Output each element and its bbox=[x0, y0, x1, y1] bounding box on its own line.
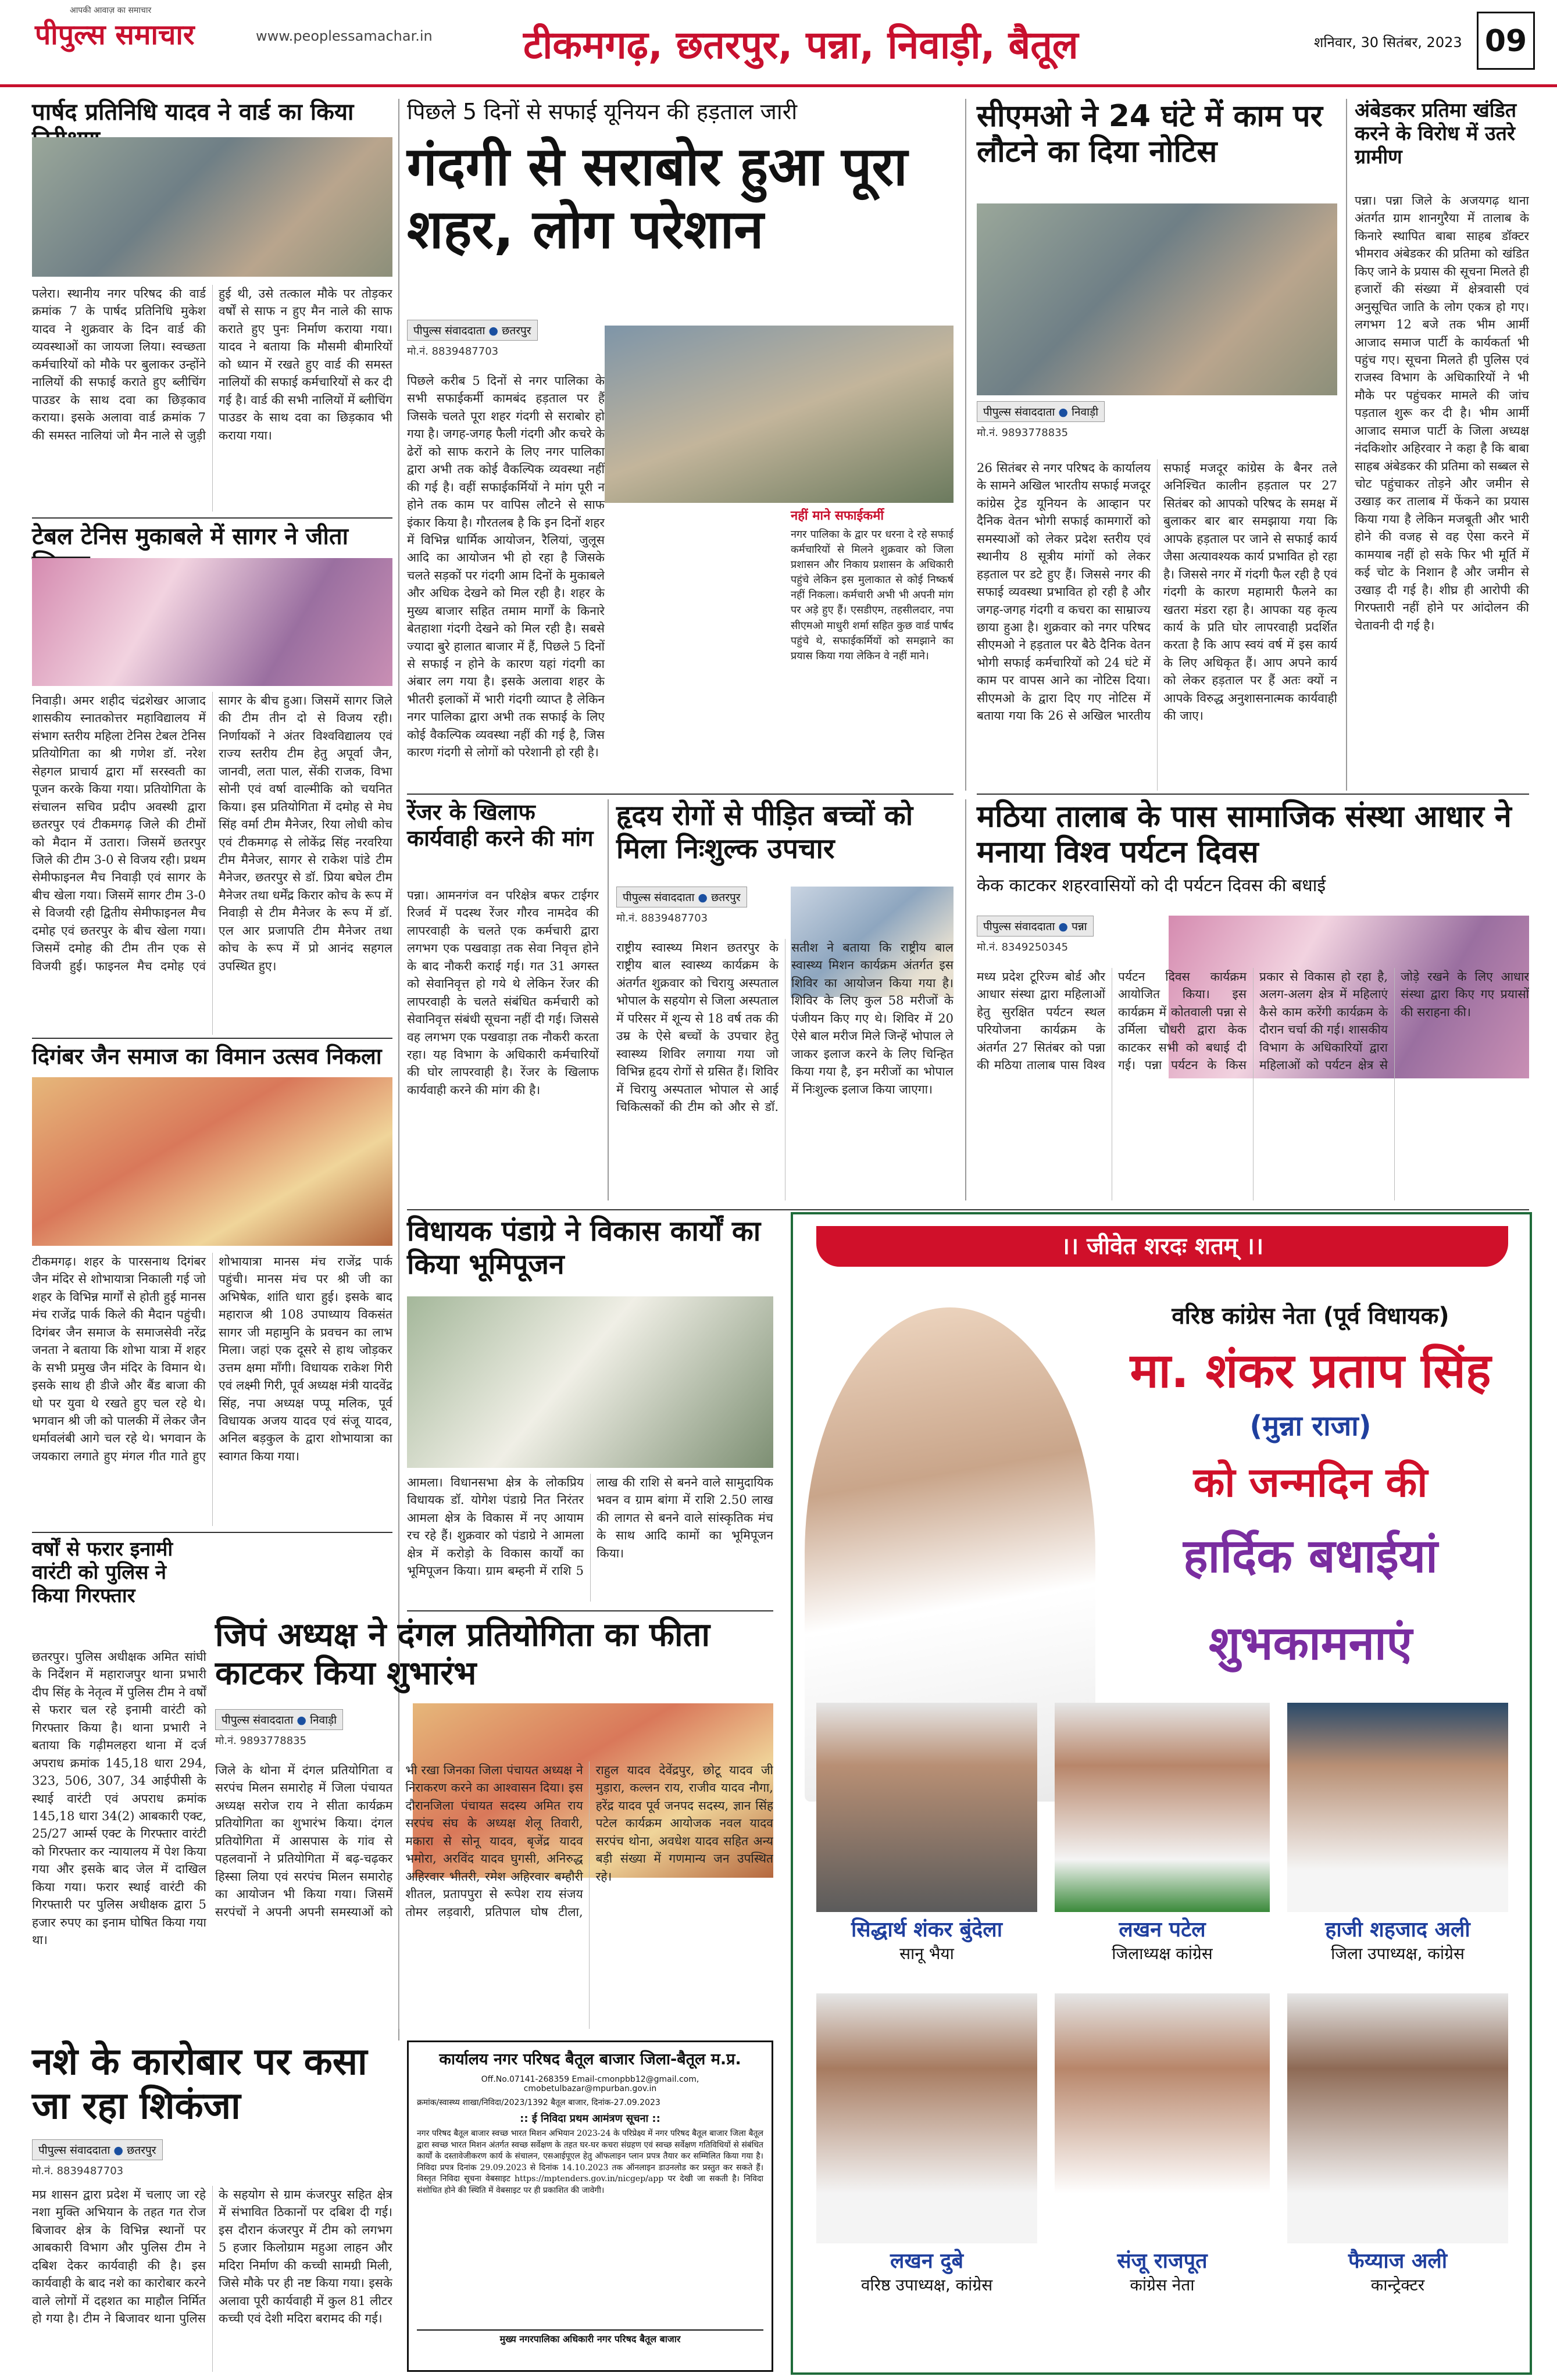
sidebar-body: नगर पालिका के द्वार पर धरना दे रहे सफाई कर्मचारियों से मिलने शुक्रवार को जिला प्रशासन और निकाय प्रशासन के अधिकारी पहुंचे लेकिन इस मुलाकात से कोई निष्कर्ष नहीं निकला। कर्मचारी अभी भी अपनी मांग पर अड़े हुए हैं। एसडीएम, तहसीलदार, नपा सीएमओ माधुरी शर्मा सहित कुछ वार्ड पार्षद पहुंचे थे, सफाईकर्मियों को समझाने का प्रयास किया गया लेकिन वे नहीं माने। bbox=[791, 528, 954, 662]
article-title: टेबल टेनिस मुकाबले में सागर ने जीता bbox=[32, 523, 348, 550]
article-ranger-action bbox=[407, 799, 605, 1206]
article-body: राष्ट्रीय स्वास्थ्य मिशन छतरपुर के राष्ट्रीय बाल स्वास्थ्य कार्यक्रम के अंतर्गत शुक्रवार को चिरायु अस्पताल भोपाल के सहयोग से जिला अस्पताल में परिसर में शून्य से 18 वर्ष तक की उम्र के ऐसे बच्चों के उपचार हेतु स्वास्थ्य शिविर लगाया गया जो विभिन्न हृदय रोगों से ग्रसित हैं। शिविर में चिरायु अस्पताल भोपाल से आई चिकित्सकों की टीम को और से डॉ. सतीश ने बताया कि राष्ट्रीय बाल स्वास्थ्य मिशन कार्यक्रम अंतर्गत इस शिविर का आयोजन किया गया है। शिविर के लिए कुल 58 मरीजों के पंजीयन किए गए थे। शिविर में 20 ऐसे बाल मरीज मिले जिन्हें भोपाल ले जाकर इलाज करने के लिए चिन्हित किया गया है, इन मरीजों का भोपाल में निःशुल्क इलाज किया जाएगा। bbox=[616, 941, 954, 1114]
tender-contact: Off.No.07141-268359 Email-cmonpbb12@gmail.com, cmobetulbazar@mpurban.gov.in bbox=[481, 2074, 699, 2093]
article-tourism-day bbox=[977, 799, 1529, 1206]
tender-heading: :: ई निविदा प्रथम आमंत्रण सूचना :: bbox=[520, 2112, 660, 2125]
ad-line-wishes: शुभकामनाएं bbox=[1209, 1616, 1412, 1670]
article-byline: पीपुल्स संवाददाता ● छतरपुर bbox=[616, 887, 747, 907]
article-photo bbox=[977, 203, 1337, 395]
ad-person-name: लखन पटेल bbox=[1119, 1918, 1206, 1942]
birthday-advertisement bbox=[791, 1212, 1532, 2375]
article-body: पन्ना। आमनगंज वन परिक्षेत्र बफर टाईगर रिजर्व में पदस्थ रेंजर गौरव नामदेव की लापरवाही के चलते एक कर्मचारी द्वारा लगभग एक पखवाड़ा तक सेवा निवृत्त होने के बाद नौकरी कराई गई। गत 31 अगस्त को सेवानिवृत्त हो गये थे लेकिन रेंजर की लापरवाही के चलते संबंधित कर्मचारी को सेवानिवृत्त संबंधी सूचना नहीं दी गई। जिससे वह लगभग एक पखवाड़ा तक नौकरी करता रहा। यह विभाग के अधिकारी कर्मचारियों की घोर लापरवाही है। रेंजर के खिलाफ कार्यवाही करने की मांग की है। bbox=[407, 888, 599, 1097]
article-title: वर्षों से फरार इनामी वारंटी को पुलिस ने किया गिरफ्तार bbox=[32, 1538, 173, 1608]
article-title: दिगंबर जैन समाज का विमान उत्सव निकला bbox=[32, 1044, 382, 1069]
article-title: जिपं अध्यक्ष ने दंगल प्रतियोगिता का फीता काटकर किया शुभारंभ bbox=[215, 1616, 710, 1693]
article-subtitle: केक काटकर शहरवासियों को दी पर्यटन दिवस की बधाई bbox=[977, 875, 1326, 896]
masthead-logo[interactable]: पीपुल्स समाचार bbox=[35, 19, 195, 51]
ad-person-card bbox=[816, 1993, 1037, 2307]
ad-line-birthday: को जन्मदिन की bbox=[1193, 1459, 1428, 1506]
article-byline: पीपुल्स संवाददाता ● निवाड़ी bbox=[977, 401, 1105, 422]
masthead-logo-tagline: आपकी आवाज़ का समाचार bbox=[70, 6, 152, 15]
article-warrant-arrest bbox=[32, 1538, 206, 2032]
avatar bbox=[1287, 1993, 1508, 2243]
ad-person-card bbox=[1055, 1703, 1270, 1970]
article-mobile: मो.नं. 8839487703 bbox=[32, 2165, 124, 2177]
article-dangal-inauguration bbox=[215, 1616, 773, 2035]
avatar bbox=[816, 1703, 1037, 1912]
article-byline: पीपुल्स संवाददाता ● छतरपुर bbox=[407, 320, 538, 341]
article-body: मप्र शासन द्वारा प्रदेश में चलाए जा रहे नशा मुक्ति अभियान के तहत गत रोज बिजावर क्षेत्र के विभिन्न स्थानों पर आबकारी विभाग और पुलिस टीम ने दबिश देकर कार्यवाही की है। इस कार्यवाही के बाद नशे का कारोबार करने वाले लोगों में दहशत का माहौल निर्मित हो गया है। टीम ने बिजावर थाना पुलिस के सहयोग से ग्राम कंजरपुर सहित क्षेत्र में संभावित ठिकानों पर दबिश दी गई। इस दौरान कंजरपुर में टीम को लगभग 5 हजार किलोग्राम महुआ लाहन और मदिरा निर्माण की कच्ची सामग्री मिली, जिसे मौके पर ही नष्ट किया गया। इसके अलावा पूरी कार्यवाही में कुल 81 लीटर कच्ची एवं देशी मदिरा बरामद की गई। bbox=[32, 2188, 392, 2326]
article-mobile: मो.नं. 8349250345 bbox=[977, 941, 1069, 953]
article-body: पिछले करीब 5 दिनों से नगर पालिका के सभी सफाईकर्मी कामबंद हड़ताल पर हैं जिसके चलते पूरा शहर गंदगी से सराबोर हो गया है। जगह-जगह फैली गंदगी और कचरे के ढेरों को साफ कराने के लिए नगर पालिका द्वारा अभी तक कोई वैकल्पिक व्यवस्था नहीं की गई है। वहीं सफाईकर्मियों ने मांग पूरी न होने तक काम पर वापिस लौटने से साफ इंकार किया है। गौरतलब है कि इन दिनों शहर में विभिन्न धार्मिक आयोजन, रैलियां, जुलूस आदि का आयोजन भी हो रहा है जिसके चलते सड़कों पर गंदगी आम दिनों के मुकाबले और अधिक देखने को मिल रही है। शहर के मुख्य बाजार सहित तमाम मार्गों के किनारे बेतहाशा गंदगी देखने को मिल रही है। सबसे ज्यादा बुरे हालात बाजार में हैं, पिछले 5 दिनों से सफाई न होने के कारण यहां गंदगी का अंबार लग गया है। इसके अलावा शहर के भीतरी इलाकों में भारी गंदगी व्याप्त है लेकिन नगर पालिका द्वारा अभी तक सफाई के लिए कोई वैकल्पिक व्यवस्था नहीं की गई है, जिस कारण गंदगी से लोगों को परेशानी हो रही है। bbox=[407, 374, 605, 760]
article-title: नशे के कारोबार पर कसा जा रहा शिकंजा bbox=[32, 2040, 367, 2128]
article-photo bbox=[32, 137, 392, 277]
article-drug-crackdown bbox=[32, 2040, 392, 2372]
article-byline: पीपुल्स संवाददाता ● छतरपुर bbox=[32, 2139, 163, 2160]
article-body: जिले के थोना में दंगल प्रतियोगिता व सरपंच मिलन समारोह में जिला पंचायत अध्यक्ष सरोज राय ने सीता कार्यक्रम प्रतियोगिता का शुभारंभ किया। दंगल प्रतियोगिता में आसपास के गांव से पहलवानों ने प्रतियोगिता में बढ़-चढ़कर हिस्सा लिया एवं सरपंच मिलन समारोह का आयोजन भी किया गया। जिसमें सरपंचों ने अपनी अपनी समस्याओं को भी रखा जिनका जिला पंचायत अध्यक्ष ने निराकरण करने का आश्वासन दिया। इस दौरानजिला पंचायत सदस्य अमित राय सरपंच संघ के अध्यक्ष शेलू तिवारी, मकारा से सोनू यादव, बृजेंद्र यादव भमोरा, अरविंद यादव घुगसी, अनिरुद्ध अहिरवार भीतरी, रमेश अहिरवार बम्हौरी शीतल, प्रतापपुरा से रूपेश राय संजय तोमर लड़वारी, प्रतिपाल घोष टीला, राहुल यादव देवेंद्रपुर, छोटू यादव जी मुड़ारा, कल्लन राय, राजीव यादव नौगा, हरेंद्र यादव पूर्व जनपद सदस्य, ज्ञान सिंह पटेल कार्यक्रम आयोजक नवल यादव सरपंच थोना, अवधेश यादव सहित अन्य बड़ी संख्या में गणमान्य जन उपस्थित रहे। bbox=[215, 1763, 773, 1919]
ad-person-role: कान्ट्रेक्टर bbox=[1370, 2275, 1425, 2295]
ad-person-name: फैय्याज अली bbox=[1348, 2249, 1448, 2273]
article-title: पार्षद प्रतिनिधि यादव ने वार्ड का किया bbox=[32, 99, 354, 126]
ad-person-role: जिला उपाध्यक्ष, कांग्रेस bbox=[1331, 1944, 1465, 1964]
article-body: 26 सितंबर से नगर परिषद के कार्यालय के सामने अखिल भारतीय सफाई मजदूर कांग्रेस ट्रेड यूनियन के आव्हान पर दैनिक वेतन भोगी सफाई कामगारों को समस्याओं को लेकर प्रदेश स्तरीय एवं स्थानीय 8 सूत्रीय मांगों को लेकर हड़ताल पर डटे हुए हैं। जिससे नगर की सफाई व्यवस्था प्रभावित हो रही है और जगह-जगह गंदगी व कचरा का साम्राज्य छाया हुआ है। शुक्रवार को नगर परिषद सीएमओ ने हड़ताल पर बैठे दैनिक वेतन भोगी सफाई कर्मचारियों को 24 घंटे में काम पर वापस आने का नोटिस दिया। सीएमओ के द्वारा दिए गए नोटिस में बताया गया कि 26 से अखिल भारतीय सफाई मजदूर कांग्रेस के बैनर तले अनिश्चित कालीन हड़ताल पर 27 सितंबर को आपको परिषद के समक्ष में बुलाकर बार बार समझाया गया कि आपके हड़ताल पर जाने से सफाई कार्य जैसा अत्यावश्यक कार्य प्रभावित हो रहा है। जिससे नगर में गंदगी फैल रही है एवं गंदगी के कारण महामारी फैलने का खतरा मंडरा रहा है। आपका यह कृत्य कार्य के प्रति घोर लापरवाही प्रदर्शित करता है कि आप स्वयं वर्ष में इस कार्य के लिए अधिकृत हैं। आप अपने कार्य को लेकर हड़ताल पर हैं अतः क्यों न आपके विरुद्ध अनुशासनात्मक कार्यवाही की जाए। bbox=[977, 461, 1337, 723]
ad-line-greetings: हार्दिक बधाईयां bbox=[1183, 1529, 1438, 1583]
article-body: मध्य प्रदेश टूरिज्म बोर्ड और आधार संस्था द्वारा महिलाओं हेतु सुरक्षित पर्यटन स्थल परियोजना कार्यक्रम के अंतर्गत 27 सितंबर को पन्ना की मठिया तालाब पास विश्व पर्यटन दिवस कार्यक्रम आयोजित किया। इस कार्यक्रम में कोतवाली पन्ना से उर्मिला चौधरी द्वारा केक काटकर सभी को बधाई दी गई। पन्ना पर्यटन के किस प्रकार से विकास हो रहा है, अलग-अलग क्षेत्र में महिलाएं कैसे काम करेंगी कार्यक्रम के दौरान चर्चा की गई। शासकीय विभाग के अधिकारियों द्वारा महिलाओं को पर्यटन क्षेत्र से जोड़े रखने के लिए आधार संस्था द्वारा किए गए प्रयासों की सराहना की। bbox=[977, 970, 1529, 1073]
tender-notice bbox=[407, 2040, 773, 2372]
tender-footer: मुख्य नगरपालिका अधिकारी नगर परिषद बैतूल बाजार bbox=[417, 2329, 763, 2345]
article-photo bbox=[32, 558, 392, 686]
article-mobile: मो.नं. 8839487703 bbox=[616, 912, 708, 924]
article-title: हृदय रोगों से पीड़ित बच्चों को मिला निःशुल्क उपचार bbox=[616, 799, 913, 865]
ad-person-card bbox=[1287, 1703, 1508, 1970]
avatar bbox=[816, 1993, 1037, 2243]
ad-person-role: जिलाध्यक्ष कांग्रेस bbox=[1112, 1944, 1213, 1964]
article-body: पलेरा। स्थानीय नगर परिषद की वार्ड क्रमांक 7 के पार्षद प्रतिनिधि मुकेश यादव ने शुक्रवार के दिन वार्ड की व्यवस्थाओं का जायजा लिया। स्वच्छता कर्मचारियों को मौके पर बुलाकर उन्होंने नालियों की सफाई कराते हुए ब्लीचिंग पाउडर के साथ दवा का छिड़काव कराया। इसके अलावा वार्ड क्रमांक 7 की समस्त नालियां जो मैन नाले से जुड़ी हुई थी, उसे तत्काल मौके पर तोड़कर वर्षों से साफ न हुए मैन नाले की साफ कराते हुए पुनः निर्माण कराया गया। यादव ने बताया कि मौसमी बीमारियों को ध्यान में रखते हुए वार्ड की समस्त नालियों की सफाई कर्मचारियों से कर दी गई है। वार्ड की सभी नालियों में ब्लीचिंग पाउडर के साथ दवा का छिड़काव भी कराया गया। bbox=[32, 287, 392, 442]
article-title: सीएमओ ने 24 घंटे में काम पर लौटने का दिया नोटिस bbox=[977, 99, 1323, 170]
article-body: पन्ना। पन्ना जिले के अजयगढ़ थाना अंतर्गत ग्राम शानगुरैया में तालाब के किनारे स्थापित बाबा साहब डॉक्टर भीमराव अंबेडकर की प्रतिमा को खंडित किए जाने के प्रयास की सूचना मिलते ही हजारों की संख्या में क्षेत्रवासी एवं अनुसूचित जाति के लोग एकत्र हो गए। लगभग 12 बजे तक भीम आर्मी आजाद समाज पार्टी के कार्यकर्ता भी पहुंच गए। सूचना मिलते ही पुलिस एवं राजस्व विभाग के अधिकारियों ने भी मौके पर पहुंचकर मामले की जांच पड़ताल शुरू कर दी है। भीम आर्मी आजाद समाज पार्टी के जिला अध्यक्ष नंदकिशोर अहिरवार ने कहा है कि बाबा साहब अंबेडकर की प्रतिमा को सब्बल से चोट पहुंचाकर तोड़ने और जमीन से उखाड़ कर तालाब में फेंकने का प्रयास किया गया है लेकिन मजबूती और भारी होने की वजह से वह ऐसा करने में कामयाब नहीं हो सके फिर भी मूर्ति में कई चोट के निशान है और जमीन से उखाड़ दी गई है। शीघ्र ही आरोपी की गिरफ्तारी नहीं होने पर आंदोलन की चेतावनी दी गई है। bbox=[1355, 194, 1529, 632]
article-byline: पीपुल्स संवाददाता ● पन्ना bbox=[977, 916, 1094, 937]
ad-person-card bbox=[1055, 1993, 1270, 2307]
avatar bbox=[1287, 1703, 1508, 1912]
masthead-region-title: टीकमगढ़, छतरपुर, पन्ना, निवाड़ी, बैतूल bbox=[523, 23, 1079, 67]
ad-person-name: हाजी शहजाद अली bbox=[1325, 1918, 1470, 1942]
article-byline: पीपुल्स संवाददाता ● निवाड़ी bbox=[215, 1709, 343, 1730]
article-mobile: मो.नं. 8839487703 bbox=[407, 345, 499, 358]
ad-person-role: वरिष्ठ उपाध्यक्ष, कांग्रेस bbox=[860, 2275, 993, 2295]
avatar bbox=[1055, 1703, 1270, 1912]
ad-banner: ।। जीवेत शरदः शतम् ।। bbox=[816, 1226, 1508, 1267]
ad-person-card bbox=[1287, 1993, 1508, 2307]
article-title: विधायक पंडाग्रे ने विकास कार्यों का किया भूमिपूजन bbox=[407, 1215, 761, 1281]
article-title: मठिया तालाब के पास सामाजिक संस्था आधार ने मनाया विश्व पर्यटन दिवस bbox=[977, 799, 1512, 870]
article-ambedkar-statue bbox=[1355, 99, 1529, 791]
masthead-date: शनिवार, 30 सितंबर, 2023 bbox=[1314, 34, 1462, 51]
article-body: निवाड़ी। अमर शहीद चंद्रशेखर आजाद शासकीय स्नातकोत्तर महाविद्यालय में संभाग स्तरीय महिला टेनिस टेबल टेनिस प्रतियोगिता का श्री गणेश डॉ. नरेश सेहगल प्राचार्य द्वारा माँ सरस्वती का पूजन करके किया गया। प्रतियोगिता के संचालन सचिव प्रदीप अवस्थी द्वारा छतरपुर एवं टीकमगढ़ जिले की टीमों को मैदान में उतारा। जिसमें छतरपुर जिले की टीम 3-0 से विजय रही। प्रथम सेमीफाइनल मैच निवाड़ी एवं सागर के बीच खेला गया। जिसमें सागर टीम 3-0 से विजयी रही द्वितीय सेमीफाइनल मैच दमोह एवं छतरपुर के बीच खेला गया। जिसमें दमोह की टीम तीन एक से विजयी हुई। फाइनल मैच दमोह एवं सागर के बीच हुआ। जिसमें सागर जिले की टीम तीन दो से विजय रही। निर्णायकों ने अंतर विश्वविद्यालय एवं राज्य स्तरीय टीम हेतु अपूर्वा जैन, जानवी, लता पाल, सेंकी राजक, विभा सोनी एवं वर्षा वाल्मीकि को चयनित किया। इस प्रतियोगिता में दमोह से मेघ सिंह वर्मा टीम मैनेजर, रिया लोधी कोच एवं टीकमगढ़ से लोकेंद्र सिंह नरवरिया टीम मैनेजर, सागर से राकेश पांडे टीम मैनेजर, छतरपुर से डॉ. प्रिया बघेल टीम मैनेजर तथा धर्मेंद्र किरार कोच के रूप में निवाड़ी से टीम मैनेजर के रूप में डॉ. एल आर प्रजापति टीम मैनेजर तथा कोच के रूप में प्रो आनंद सहगल उपस्थित हुए। bbox=[32, 694, 392, 973]
ad-person-name: संजू राजपूत bbox=[1117, 2249, 1208, 2273]
article-table-tennis bbox=[32, 523, 392, 1035]
article-title: अंबेडकर प्रतिमा खंडित करने के विरोध में उतरे ग्रामीण bbox=[1355, 99, 1517, 169]
article-title: गंदगी से सराबोर हुआ पूरा शहर, लोग परेशान bbox=[407, 135, 908, 261]
article-body: छतरपुर। पुलिस अधीक्षक अमित सांघी के निर्देशन में महाराजपुर थाना प्रभारी दीप सिंह के नेतृत्व में पुलिस टीम ने वर्षों से फरार चल रहे इनामी वारंटी को गिरफ्तार किया है। थाना प्रभारी ने बताया कि गढ़ीमलहरा थाना में दर्ज अपराध क्रमांक 145,18 धारा 294, 323, 506, 307, 34 आईपीसी के स्थाई वारंटी एवं अपराध क्रमांक 145,18 धारा 34(2) आबकारी एक्ट, 25/27 आर्म्स एक्ट के गिरफ्तार वारंटी को गिरफ्तार कर न्यायालय में पेश किया गया और इसके बाद जेल में दाखिल किया गया। फरार स्थाई वारंटी की गिरफ्तारी पर पुलिस अधीक्षक द्वारा 5 हजार रुपए का इनाम घोषित किया गया था। bbox=[32, 1650, 206, 1947]
ad-person-role: कांग्रेस नेता bbox=[1130, 2275, 1195, 2295]
article-body: आमला। विधानसभा क्षेत्र के लोकप्रिय विधायक डॉ. योगेश पंडाग्रे नित निरंतर आमला क्षेत्र के विकास में नए आयाम रच रहे हैं। शुक्रवार को पंडाग्रे ने आमला क्षेत्र में करोड़ो के विकास कार्यों का भूमिपूजन किया। ग्राम बम्हनी में राशि 5 लाख की राशि से बनने वाले सामुदायिक भवन व ग्राम बांगा में राशि 2.50 लाख की लागत से बनने वाले सांस्कृतिक मंच के साथ आदि कामों का भूमिपूजन किया। bbox=[407, 1475, 773, 1578]
ad-person-role: सानू भैया bbox=[899, 1944, 954, 1964]
article-mobile: मो.नं. 9893778835 bbox=[977, 427, 1069, 439]
article-body: टीकमगढ़। शहर के पारसनाथ दिगंबर जैन मंदिर से शोभायात्रा निकाली गई जो शहर के विभिन्न मार्गों से होती हुई मानस मंच राजेंद्र पार्क किले की मैदान पहुंची। दिगंबर जैन समाज के समाजसेवी नरेंद्र जनता ने बताया कि शोभा यात्रा में शहर के सभी प्रमुख जैन मंदिर के विमान थे। इसके साथ ही डीजे और बैंड बाजा की धो पर युवा थे रखते हुए चल रहे थे। भगवान श्री जी को पालकी में लेकर जैन धर्मावलंबी आगे चल रहे थे। भगवान के जयकारा लगाते हुए मंगल गीत गाते हुए शोभायात्रा मानस मंच राजेंद्र पार्क पहुंची। मानस मंच पर श्री जी का अभिषेक, शांति धारा हुई। इसके बाद महाराज श्री 108 उपाध्याय विकसंत सागर जी महामुनि के प्रवचन का लाभ मिला। जहां एक दूसरे से हाथ जोड़कर उत्तम क्षमा माँगी। विधायक राकेश गिरी एवं लक्ष्मी गिरी, पूर्व अध्यक्ष मंत्री यादवेंद्र सिंह, नपा अध्यक्ष पप्पू मलिक, पूर्व विधायक अजय यादव एवं संजू यादव, अनिल बड़कुल के द्वारा शोभायात्रा का स्वागत किया गया। bbox=[32, 1255, 392, 1463]
avatar bbox=[1055, 1993, 1270, 2243]
sidebar-box bbox=[791, 509, 954, 788]
article-mla-bhoomipujan bbox=[407, 1215, 773, 1602]
masthead-url[interactable]: www.peoplessamachar.in bbox=[256, 28, 433, 44]
article-heart-treatment bbox=[616, 799, 954, 1206]
tender-ref: क्रमांक/स्वास्थ्य शाखा/निविदा/2023/1392 बैतूल बाजार, दिनांक-27.09.2023 bbox=[417, 2097, 660, 2107]
article-title: रेंजर के खिलाफ कार्यवाही करने की मांग bbox=[407, 799, 594, 851]
ad-person-name: सिद्धार्थ शंकर बुंदेला bbox=[851, 1918, 1003, 1942]
article-photo bbox=[605, 326, 954, 503]
article-ward-inspection bbox=[32, 99, 392, 514]
tender-body: नगर परिषद बैतूल बाजार स्वच्छ भारत मिशन अभियान 2023-24 के परिप्रेक्ष्य में नगर परिषद बैतूल बाजार जिला बैतूल द्वारा स्वच्छ भारत मिशन अंतर्गत स्वच्छ सर्वेक्षण के तहत घर-घर कचरा संग्रहण एवं स्वच्छ सर्वेक्षण गतिविधियों से संबंधित कार्यों के दस्तावेजीकरण कार्य के संचालन, एसआईपूएल हेतु ऑफलाइन प्लान प्रपत्र तैयार कर सम्मिलित किया गया है। निविदा प्रपत्र दिनांक 29.09.2023 से दिनांक 14.10.2023 तक ऑनलाइन डाउनलोड कर प्रस्तुत कर सकते हैं। विस्तृत निविदा सूचना वेबसाइट https://mptenders.gov.in/nicgep/app पर देखी जा सकती है। निविदा संशोधित होने की स्थिति में वेबसाइट पर ही प्रकाशित की जावेगी। bbox=[417, 2129, 763, 2196]
ad-designation: वरिष्ठ कांग्रेस नेता (पूर्व विधायक) bbox=[1172, 1303, 1449, 1330]
article-jain-procession bbox=[32, 1044, 392, 1526]
ad-person-card bbox=[816, 1703, 1037, 1970]
tender-office: कार्यालय नगर परिषद बैतूल बाजार जिला-बैतूल म.प्र. bbox=[439, 2050, 741, 2068]
article-sanitation-strike bbox=[407, 99, 954, 791]
masthead bbox=[0, 0, 1557, 87]
masthead-page-number: 09 bbox=[1477, 12, 1535, 70]
sidebar-title: नहीं माने सफाईकर्मी bbox=[791, 509, 884, 523]
article-photo bbox=[32, 1077, 392, 1246]
ad-person-name: लखन दुबे bbox=[890, 2249, 964, 2273]
ad-nickname: (मुन्ना राजा) bbox=[1249, 1410, 1372, 1442]
article-mobile: मो.नं. 9893778835 bbox=[215, 1735, 307, 1747]
ad-leader-name: मा. शंकर प्रताप सिंह bbox=[1130, 1343, 1491, 1399]
article-photo bbox=[407, 1296, 773, 1468]
article-cmo-notice bbox=[977, 99, 1337, 791]
article-kicker: पिछले 5 दिनों से सफाई यूनियन की हड़ताल जारी bbox=[407, 99, 798, 124]
